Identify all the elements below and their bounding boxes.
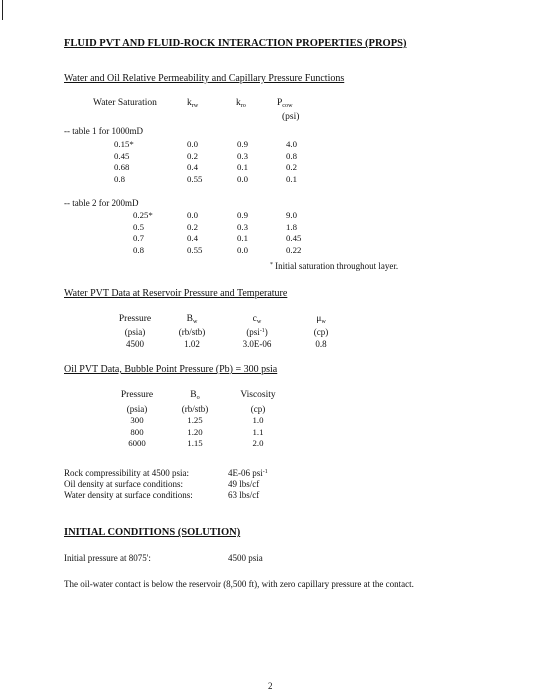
water-value-pressure: 4500 (126, 339, 144, 349)
water-header-cw: $c_w$ (252, 314, 262, 325)
water-pvt-section-title: Water PVT Data at Reservoir Pressure and Temperature (64, 288, 288, 299)
oil-bo-column: 1.25 1.20 1.15 (187, 415, 203, 449)
relperm-section-title: Water and Oil Relative Permeability and Capillary Pressure Functions (64, 73, 345, 84)
oil-header-bo: $B_o$ (190, 390, 200, 401)
table1-krw-column: 0.0 0.2 0.4 0.55 (187, 139, 203, 184)
table1-label: -- table 1 for 1000mD (64, 126, 143, 136)
oil-pressure-column: 300 800 6000 (128, 415, 146, 449)
initial-pressure-label: Initial pressure at 8075': (64, 553, 151, 563)
water-unit-bw: (rb/stb) (178, 327, 206, 337)
oil-density-label: Oil density at surface conditions: (64, 479, 183, 489)
header-krw: $k_{rw}$ (187, 98, 199, 109)
water-density-value: 63 lbs/cf (228, 490, 260, 500)
header-pcow: $P_{cow}$ (277, 98, 293, 109)
table1-pcow-column: 4.0 0.8 0.2 0.1 (286, 139, 297, 184)
table1-sw-column: 0.15* 0.45 0.68 0.8 (114, 139, 134, 184)
water-value-cw: 3.0E-06 (242, 339, 272, 349)
water-value-bw: 1.02 (184, 339, 200, 349)
owc-paragraph: The oil-water contact is below the reservoir (8,500 ft), with zero capillary pressure at the contact. (64, 579, 414, 589)
header-kro: $k_{ro}$ (236, 98, 246, 109)
left-edge-mark (2, 0, 3, 20)
water-density-label: Water density at surface conditions: (64, 490, 193, 500)
water-unit-muw: (cp) (313, 327, 329, 337)
initial-pressure-value: 4500 psia (228, 553, 263, 563)
header-water-saturation: Water Saturation (93, 98, 157, 108)
table2-label: -- table 2 for 200mD (64, 198, 139, 208)
oil-viscosity-column: 1.0 1.1 2.0 (252, 415, 264, 449)
water-unit-pressure: (psia) (124, 327, 146, 337)
oil-unit-bo: (rb/stb) (181, 404, 209, 414)
water-header-pressure: Pressure (118, 314, 152, 324)
rock-compressibility-label: Rock compressibility at 4500 psia: (64, 468, 189, 478)
page-number: 2 (268, 681, 273, 691)
page-title: FLUID PVT AND FLUID-ROCK INTERACTION PROPERTIES (PROPS) (64, 38, 407, 49)
water-unit-cw: (psi$^{-1}$) (246, 327, 268, 337)
oil-header-viscosity: Viscosity (240, 390, 276, 400)
water-header-muw: $\mu_w$ (316, 314, 326, 325)
oil-pvt-section-title: Oil PVT Data, Bubble Point Pressure (Pb) = 300 psia (64, 364, 278, 375)
water-value-muw: 0.8 (315, 339, 327, 349)
table2-kro-column: 0.9 0.3 0.1 0.0 (237, 210, 248, 255)
oil-density-value: 49 lbs/cf (228, 479, 260, 489)
oil-unit-pressure: (psia) (126, 404, 148, 414)
table2-sw-column: 0.25* 0.5 0.7 0.8 (133, 210, 153, 255)
oil-unit-viscosity: (cp) (250, 404, 266, 414)
initial-saturation-footnote: * Initial saturation throughout layer. (270, 261, 399, 271)
table2-pcow-column: 9.0 1.8 0.45 0.22 (286, 210, 302, 255)
table2-krw-column: 0.0 0.2 0.4 0.55 (187, 210, 203, 255)
header-pcow-unit: (psi) (282, 112, 300, 122)
water-header-bw: $B_w$ (186, 314, 198, 325)
oil-header-pressure: Pressure (120, 390, 154, 400)
table1-kro-column: 0.9 0.3 0.1 0.0 (237, 139, 248, 184)
rock-compressibility-value: 4E-06 psi$^{-1}$ (228, 468, 268, 478)
initial-conditions-heading: INITIAL CONDITIONS (SOLUTION) (64, 527, 241, 538)
